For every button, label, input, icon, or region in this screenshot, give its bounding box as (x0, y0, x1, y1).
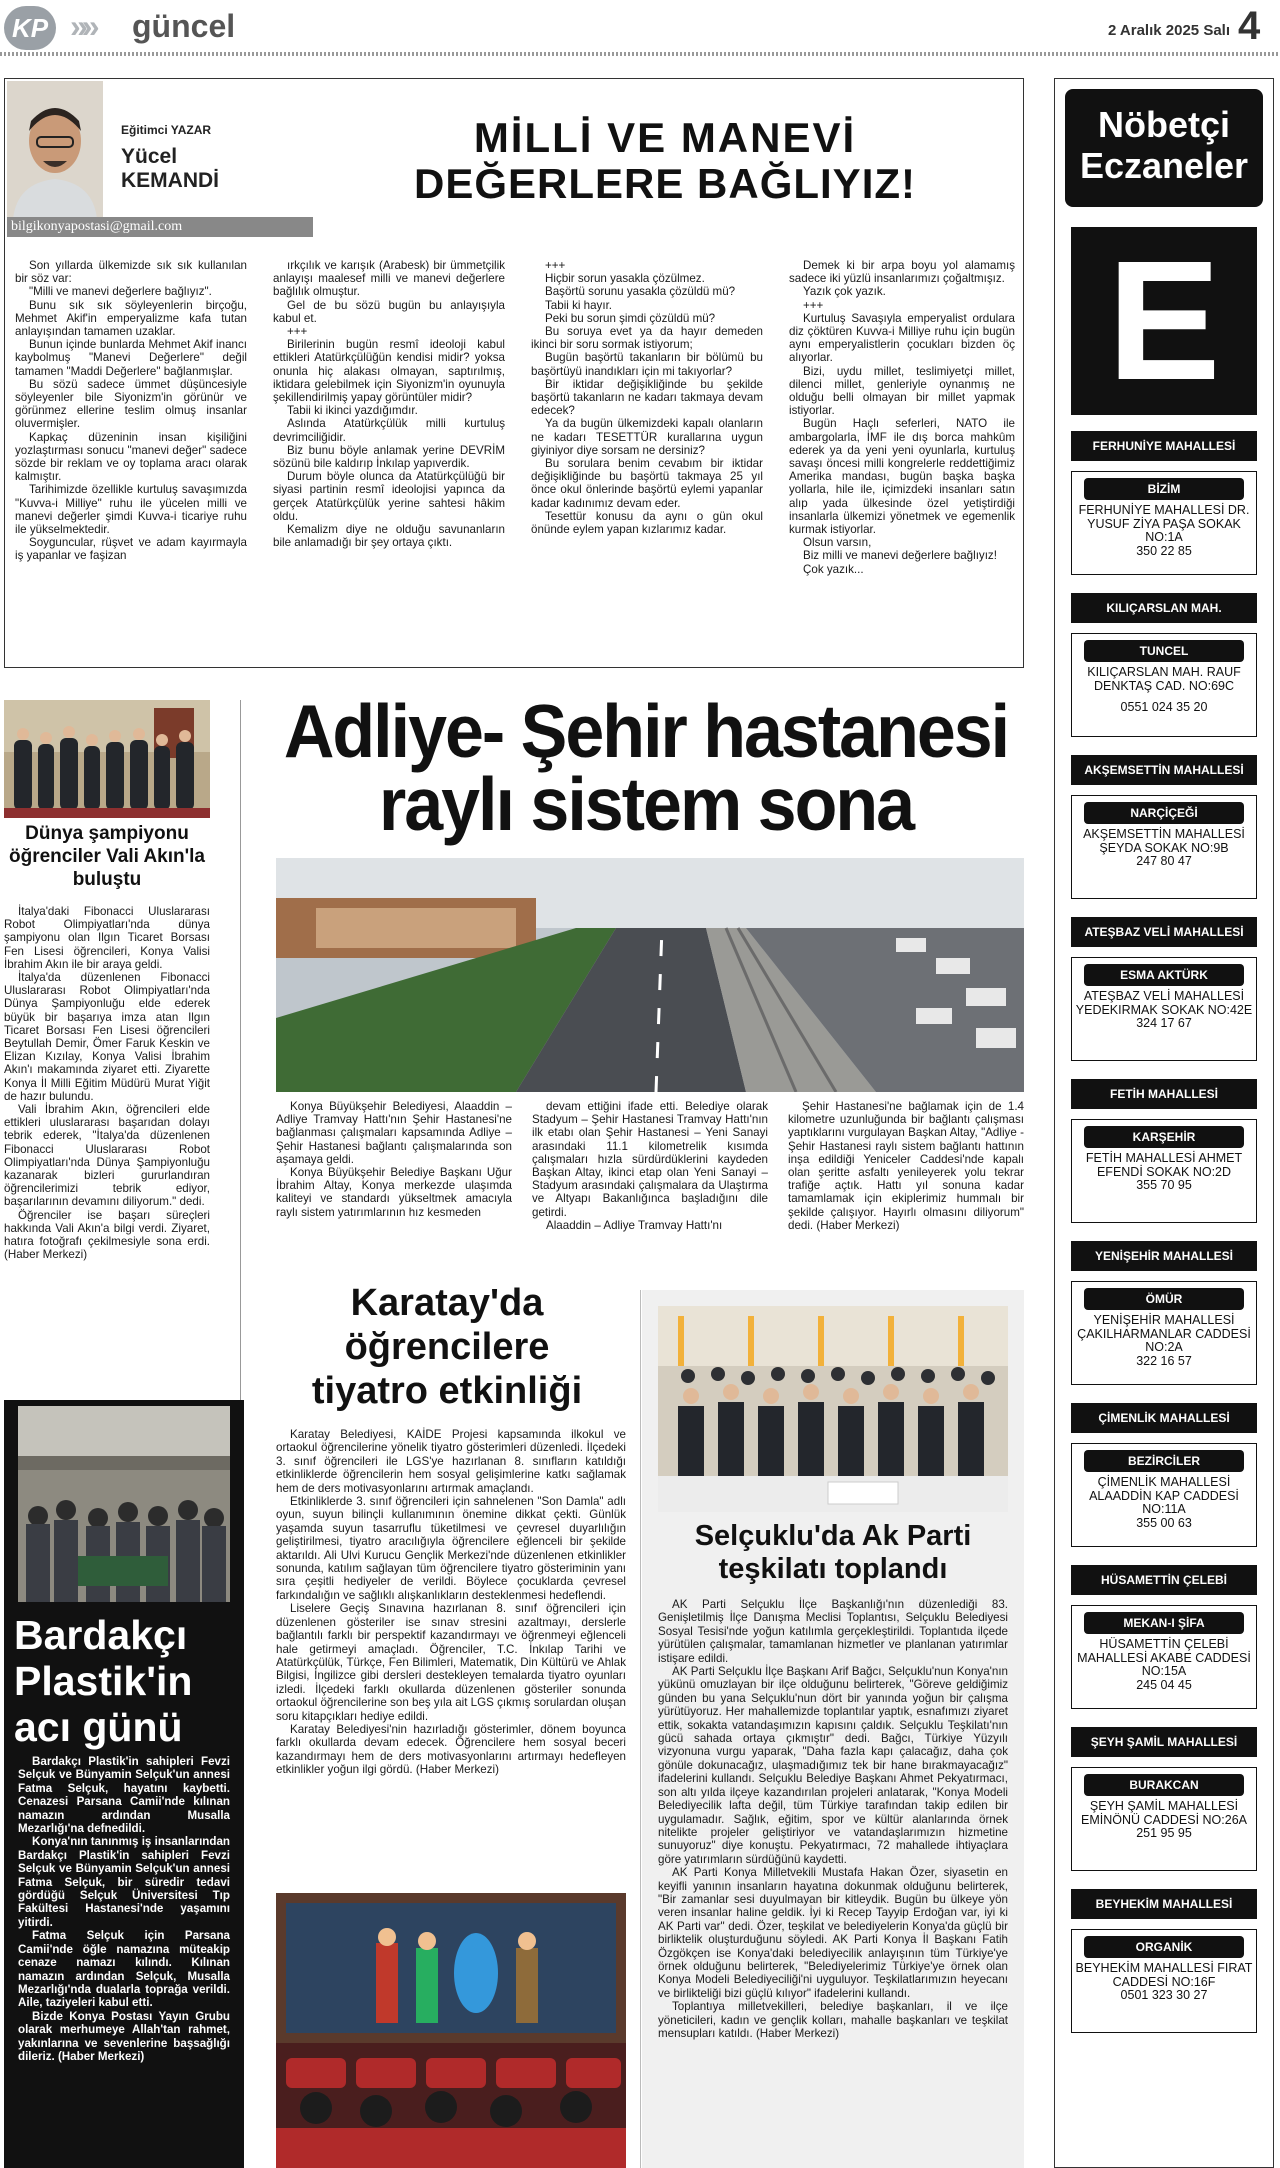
pharmacy-address: HÜSAMETTİN ÇELEBİ MAHALLESİ AKABE CADDESİ NO:15A (1077, 1637, 1251, 1678)
author-role: Eğitimci YAZAR (121, 123, 212, 137)
page-number: 4 (1238, 4, 1261, 48)
author-first-name: Yücel (121, 145, 178, 168)
pharmacy-card[interactable] (1071, 1929, 1257, 2033)
pharmacy-phone: 251 95 95 (1136, 1826, 1192, 1840)
theatre-headline-line2: öğrencilere (344, 1326, 550, 1368)
pharmacy-name: KARŞEHİR (1084, 1126, 1244, 1148)
pharmacy-phone: 247 80 47 (1136, 854, 1192, 868)
pharmacy-entry (1071, 431, 1257, 575)
pharmacy-district: ŞEYH ŞAMİL MAHALLESİ (1071, 1727, 1257, 1757)
akparti-body: AK Parti Selçuklu İlçe Başkanlığı'nın düzenlediği 83. Genişletilmiş İlçe Danışma Meclisi Toplantısı, Selçuklu Belediyesi Sosyal Tesisi'nde yoğun katılımla gerçekleştirildi. Toplantıda ilçede yürütülen çalışmalar, tamamlanan hizmetler ve planlanan yatırımlar istişare edildi. AK Parti Selçuklu İlçe Başkanı Arif Bağcı, Selçuklu'nun Konya'nın yükünü omuzlayan bir ilçe olduğunu belirterek, "Göreve geldiğimiz günden bu yana Selçuklu'nun dört bir yanında yoğun bir çalışma yürütüyoruz. Her mahallemizde toplantılar yaptık, esnafımızı ziyaret ettik, sokakta vatandaşımızın kapısını çaldık. Selçuklu Teşkilatı'nın gücü sahada ortaya çıkmıştır" dedi. Bağcı, Türkiye Yüzyılı vizyonuna vurgu yaparak, "Daha fazla kapı çalacağız, daha çok gönüle dokunacağız, ulaşmadığımız tek bir hane bırakmayacağız" ifadelerini kullandı. Selçuklu Belediye Başkanı Ahmet Pekyatırmacı, son altı yılda ilçeye kazandırılan projeleri anlatarak, "Konya Modeli Belediyecilik lafta değil, tüm Türkiye tarafından takip edilen bir uygulamadır. Sağlık, eğitim, spor ve kültür alanlarında örnek nitelikte projeler geliştiriyor ve vatandaşlarımızın hizmetine sunuyoruz" diye konuştu. Pekyatırmacı, 72 mahallede ihtiyaçlara göre yatırımların sürdüğünü kaydetti. AK Parti Konya Milletvekili Mustafa Hakan Özer, siyasetin en keyifli yanının insanların hayatına dokunmak olduğunu belirterek, "Bir zamanlar sesi duyulmayan bir kitleydik. Bugün bu ülkeye yön veren insanlar haline geldik. İyi ki Recep Tayyip Erdoğan var, iyi ki AK Parti var" dedi. Özer, teşkilat ve belediyelerin Konya'da güçlü bir birliktelik oluşturduğunu söyledi. AK Parti Konya İl Başkanı Fatih Özgökçen ise Konya'daki belediyecilik anlayışının tüm Türkiye'ye örnek olduğunu belirterek, "Belediyelerimiz Türkiye'ye örnek olan Konya Modeli Belediyeciliği'ni uyguluyor. Teşkilatlarımızın heyecanı ve birlikteliği bizi güçlü kılıyor" ifadelerini kullandı. Toplantıya milletvekilleri, belediye başkanları, il ve ilçe yöneticileri, kadın ve gençlik kolları, mahalle başkanları ve teşkilat mensupları katıldı. (Haber Merkezi) (658, 1598, 1008, 2040)
obituary-photo (18, 1406, 230, 1602)
pharmacy-district: ÇİMENLİK MAHALLESİ (1071, 1403, 1257, 1433)
pharmacy-phone: 355 00 63 (1136, 1515, 1192, 1530)
pharmacy-title-line2: Eczaneler (1079, 145, 1249, 186)
akparti-headline-line1: Selçuklu'da Ak Parti (694, 1520, 972, 1552)
pharmacy-name: BİZİM (1084, 478, 1244, 500)
logo-badge[interactable] (4, 6, 56, 50)
column-text-col4: Demek ki bir arpa boyu yol alamamış sadece iki yüzlü insanlarımızı çoğaltmışız. Yazık çok yazık. +++ Kurtuluş Savaşıyla emperyalist ordulara diz çöktüren Kuvva-i Milliye ruhu için bugün aynı emperyalistlerin çocukları bizden öç alıyorlar. Bizi, uydu millet, teslimiyetçi millet, dilenci millet, genleriyle oynanmış ne olduğu belli olmayan bir millet yapmak istiyorlar. Bugün Haçlı seferleri, NATO ile ambargolarla, İMF ile dış borca mahkûm ederek ya da yeni yeni oyunlarla, kurtuluş savaşı öncesi milli kongrelerle reddettiğimiz Amerika mandası, bugün başka başka yollarla, hile ile, içimizdeki insanları satın alıp yada ülkesinde özel yetiştirdiği insanlarla ülkemizi yönetmek ve egemenlik kurmak istiyorlar. Olsun varsın, Biz milli ve manevi değerlere bağlıyız! Çok yazık... (789, 259, 1015, 576)
pharmacy-entry (1071, 1565, 1257, 1709)
pharmacy-phone: 322 16 57 (1136, 1353, 1192, 1368)
pharmacy-address: AKŞEMSETTİN MAHALLESİ ŞEYDA SOKAK NO:9B (1083, 827, 1245, 855)
chevrons-icon: »» (70, 8, 94, 44)
main-story-col2: devam ettiğini ifade etti. Belediye olarak Stadyum – Şehir Hastanesi Tramvay Hattı'nın ilk etabı olan Şehir Hastanesi – Yeni Sanayi arasındaki 11.1 kilometrelik kısımda çalışmaları hızla sürdürdüklerini kaydeden Başkan Altay, ikinci etap olan Yeni Sanayi – Stadyum arasındaki çalışmalara da Ulaştırma ve Altyapı Bakanlığınca başladığını dile getirdi. Alaaddin – Adliye Tramvay Hattı'nı (532, 1100, 768, 1232)
pharmacy-card[interactable] (1071, 1119, 1257, 1223)
pharmacy-district: HÜSAMETTİN ÇELEBİ (1071, 1565, 1257, 1595)
pharmacy-phone: 0551 024 35 20 (1120, 700, 1208, 714)
left-story-body: İtalya'daki Fibonacci Uluslararası Robot Olimpiyatları'nda dünya şampiyonu olan Ilgın Ticaret Borsası Fen Lisesi öğrencileri, Konya Valisi İbrahim Akın ile bir araya geldi. İtalya'da düzenlenen Fibonacci Uluslararası Robot Olimpiyatları'nda Dünya Şampiyonluğu elde ederek büyük bir başarıya imza atan Ilgın Ticaret Borsası Fen Lisesi öğrencileri Beytullah Demir, Ömer Faruk Keskin ve Elizan Kızılay, Konya Valisi İbrahim Akın'ı makamında ziyaret etti. Ziyarette Konya İl Milli Eğitim Müdürü Murat Yiğit de hazır bulundu. Vali İbrahim Akın, öğrencileri elde ettikleri uluslararası başarıdan dolayı tebrik ederek, "İtalya'da düzenlenen Fibonacci Uluslararası Robot Olimpiyatları'nda Dünya Şampiyonluğu kazanarak bizleri gururlandıran öğrencilerimizi tebrik ediyor, başarılarının devamını diliyorum." dedi. Öğrenciler ise başarı süreçleri hakkında Vali Akın'a bilgi verdi. Ziyaret, hatıra fotoğrafı çekilmesiyle sona erdi. (Haber Merkezi) (4, 905, 210, 1262)
pharmacy-district: FETİH MAHALLESİ (1071, 1079, 1257, 1109)
main-story-photo (276, 858, 1024, 1092)
pharmacy-entry (1071, 593, 1257, 737)
obituary-body: Bardakçı Plastik'in sahipleri Fevzi Selçuk ve Bünyamin Selçuk'un annesi Fatma Selçuk, hayatını kaybetti. Cenazesi Parsana Camii'nde kılınan namazın ardından Musalla Mezarlığı'na defnedildi. Konya'nın tanınmış iş insanlarından Bardakçı Plastik'in sahipleri Fevzi Selçuk ve Bünyamin Selçuk'un annesi Fatma Selçuk, bir süredir tedavi gördüğü Selçuk Üniversitesi Tıp Fakültesi Hastanesi'nde yaşamını yitirdi. Fatma Selçuk için Parsana Camii'nde öğle namazına müteakip cenaze namazı kılındı. Kılınan namazın ardından Selçuk, Musalla Mezarlığı'nda dualarla toprağa verildi. Aile, taziyeleri kabul etti. Bizde Konya Postası Yayın Grubu olarak merhumeye Allah'tan rahmet, yakınlarına ve sevenlerine başsağlığı dileriz. (Haber Merkezi) (18, 1755, 230, 2063)
column-text-col2: ırkçılık ve karışık (Arabesk) bir ümmetçilik anlayışı maalesef milli ve manevi değerlere bağlılık olmuştur. Gel de bu sözü bugün bu anlayışıyla kabul et. +++ Birilerinin bugün resmî ideoloji kabul ettikleri Atatürkçülüğün kendisi midir? yoksa onunla hiç alakası olmayan, saptırılmış, iktidara gelebilmek için Siyonizm'in oyunuyla şekillendirilmiş yapay görüntüler midir? Tabii ki ikinci yazdığımdır. Aslında Atatürkçülük milli kurtuluş devrimciliğidir. Biz bunu böyle anlamak yerine DEVRİM sözünü bile kaldırıp İnkılap yapıverdik. Durum böyle olunca da Atatürkçülüğü bir siyasi partinin resmî ideolojisi yapınca da gerçek Atatürkçülük yerine sahtesi hâkim oldu. Kemalizm diye ne olduğu savunanların bile anlamadığı bir şey ortaya çıktı. (273, 259, 505, 550)
left-story-photo (4, 700, 210, 818)
pharmacy-list (1071, 431, 1257, 2033)
obituary-box (4, 1400, 244, 2168)
pharmacy-name: ÖMÜR (1084, 1288, 1244, 1310)
akparti-headline-line2: teşkilatı toplandı (718, 1553, 948, 1585)
pharmacy-address: FERHUNİYE MAHALLESİ DR. YUSUF ZİYA PAŞA SOKAK NO:1A (1078, 503, 1250, 544)
logo-text: KP (11, 12, 49, 43)
pharmacy-entry (1071, 1079, 1257, 1223)
pharmacy-name: NARÇİÇEĞİ (1084, 802, 1244, 824)
pharmacy-title-box (1065, 89, 1263, 207)
pharmacy-address: ÇİMENLİK MAHALLESİ ALAADDİN KAP CADDESİ NO:11A (1089, 1475, 1239, 1516)
pharmacy-address: FETİH MAHALLESİ AHMET EFENDİ SOKAK NO:2D (1085, 1151, 1243, 1179)
header-rule (0, 52, 1280, 56)
pharmacy-name: BEZİRCİLER (1084, 1450, 1244, 1472)
akparti-photo (658, 1306, 1008, 1512)
pharmacy-name: ESMA AKTÜRK (1084, 964, 1244, 986)
pharmacy-title-line1: Nöbetçi (1097, 104, 1230, 145)
author-email[interactable]: bilgikonyapostasi@gmail.com (7, 217, 313, 237)
pharmacy-phone: 355 70 95 (1136, 1178, 1192, 1192)
pharmacy-phone: 245 04 45 (1136, 1677, 1192, 1692)
pharmacy-card[interactable] (1071, 633, 1257, 737)
pharmacy-name: TUNCEL (1084, 640, 1244, 662)
pharmacy-sidebar (1054, 78, 1274, 2168)
main-story-col1: Konya Büyükşehir Belediyesi, Alaaddin – Adliye Tramvay Hattı'nın Şehir Hastanesi'ne bağlanması çalışmaları kapsamında Adliye – Şehir Hastanesi bağlantı çalışmalarında son aşamaya geldi. Konya Büyükşehir Belediye Başkanı Uğur İbrahim Altay, Konya merkezde ulaşımda kaliteyi ve standardı yükseltmek amacıyla raylı sistem yatırımlarının hız kesmeden (276, 1100, 512, 1219)
page-header (0, 0, 1280, 56)
obituary-headline: Bardakçı Plastik'in acı günü (14, 1612, 193, 1750)
pharmacy-card[interactable] (1071, 1443, 1257, 1547)
pharmacy-entry (1071, 1889, 1257, 2033)
column-text-col3: +++ Hiçbir sorun yasakla çözülmez. Başörtü sorunu yasakla çözüldü mü? Tabii ki hayır. Peki bu sorun şimdi çözüldü mü? Bu soruya evet ya da hayır demeden ikinci bir soru sormak istiyorum; Bugün başörtü takanların bir bölümü bu başörtüyü inandıkları için mi takıyorlar? Bir iktidar değişikliğinde bu şekilde başörtü takanların ne kadarı takmaya devam edecek? Ya da bugün ülkemizdeki kapalı olanların ne kadarı TESETTÜR kurallarına uygun giyiniyor diye sorsam ne dersiniz? Bu sorulara benim cevabım bir iktidar değişikliğinde bu başörtü takmaya 25 yıl önce okul önlerinde başörtü eylemi yapanlar kadar kadınımız devam eder. Tesettür konusu da aynı o gün okul önünde eylem yapan kızlarımız kadar. (531, 259, 763, 537)
pharmacy-name: BURAKCAN (1084, 1774, 1244, 1796)
pharmacy-district: ATEŞBAZ VELİ MAHALLESİ (1071, 917, 1257, 947)
pharmacy-name: MEKAN-I ŞİFA (1084, 1612, 1244, 1634)
column-title-line1: MİLLİ VE MANEVİ (473, 114, 857, 161)
pharmacy-card[interactable] (1071, 471, 1257, 575)
theatre-headline-line3: tiyatro etkinliği (311, 1370, 583, 1412)
pharmacy-district: BEYHEKİM MAHALLESİ (1071, 1889, 1257, 1919)
pharmacy-entry (1071, 1403, 1257, 1547)
section-title: güncel (132, 8, 236, 44)
pharmacy-card[interactable] (1071, 1605, 1257, 1709)
main-story-headline-line2: raylı sistem sona (378, 761, 914, 846)
pharmacy-address: ATEŞBAZ VELİ MAHALLESİ YEDEKIRMAK SOKAK NO:42E (1075, 989, 1253, 1017)
pharmacy-address: ŞEYH ŞAMİL MAHALLESİ EMİNÖNÜ CADDESİ NO:26A (1080, 1799, 1247, 1827)
main-story-headline-line1: Adliye- Şehir hastanesi (283, 688, 1009, 774)
author-photo (7, 81, 103, 219)
pharmacy-card[interactable] (1071, 795, 1257, 899)
pharmacy-card[interactable] (1071, 1281, 1257, 1385)
pharmacy-phone: 324 17 67 (1136, 1016, 1192, 1030)
pharmacy-address: BEYHEKİM MAHALLESİ FIRAT CADDESİ NO:16F (1075, 1961, 1253, 1989)
pharmacy-letter: E (1107, 226, 1221, 416)
column-article (4, 78, 1024, 668)
pharmacy-entry (1071, 1727, 1257, 1871)
author-last-name: KEMANDİ (121, 169, 219, 192)
left-column-divider (240, 700, 241, 1400)
middle-column-divider (640, 1290, 641, 2168)
pharmacy-entry (1071, 1241, 1257, 1385)
pharmacy-phone: 0501 323 30 27 (1120, 1988, 1208, 2002)
pharmacy-district: KILIÇARSLAN MAH. (1071, 593, 1257, 623)
pharmacy-phone: 350 22 85 (1136, 543, 1192, 558)
pharmacy-entry (1071, 755, 1257, 899)
theatre-headline-line1: Karatay'da (350, 1282, 544, 1324)
column-text-col1: Son yıllarda ülkemizde sık sık kullanılan bir söz var: "Milli ve manevi değerlere bağlıyız". Bunu sık sık söyleyenlerin birçoğu, Mehmet Akif'in emperyalizme kafa tutan anlayışından tamamen uzaklar. Bunun içinde bunlarda Mehmet Akif inancı kaybolmuş "Manevi Değerlere" değil tamamen "Maddi Değerlere" bağlanmışlar. Bu sözü sadece ümmet düşüncesiyle söyleyenler bile Siyonizm'in görünür ve görünmez ellerine teslim olmuş insanlar oluvermişler. Kapkaç düzeninin insan kişiliğini yozlaştırması sonucu "manevi değer" sadece sözde bir reklam ve oy toplama aracı olarak kalmıştır. Tarihimizde özellikle kurtuluş savaşımızda "Kuvva-i Milliye" ruhu ile yücelen milli ve manevi değerler şimdi Kuvva-i ticariye ruhu ile yükselmektedir. Soyguncular, rüşvet ve adam kayırmayla iş yapanlar ve faşizan (15, 259, 247, 563)
issue-date: 2 Aralık 2025 Salı (1107, 22, 1230, 39)
pharmacy-card[interactable] (1071, 1767, 1257, 1871)
pharmacy-address: KILIÇARSLAN MAH. RAUF DENKTAŞ CAD. NO:69C (1087, 665, 1241, 693)
pharmacy-address: YENİŞEHİR MAHALLESİ ÇAKILHARMANLAR CADDESİ NO:2A (1077, 1313, 1251, 1354)
theatre-body: Karatay Belediyesi, KAİDE Projesi kapsamında ilkokul ve ortaokul öğrencilerine yönelik tiyatro gösterimleri düzenledi. İlçedeki 3. sınıf öğrencileri ile LGS'ye hazırlanan 8. sınıfların katıldığı etkinliklerde öğrencilerin hem sosyal gelişimlerine katkı sağlamak hem de ders motivasyonlarını artırmak amaçlandı. Etkinliklerde 3. sınıf öğrencileri için sahnelenen "Son Damla" adlı oyun, suyun bilinçli kullanımının önemine dikkat çekti. Günlük yaşamda suyun tasarruflu tüketilmesi ve çevresel duyarlılığın geliştirilmesi, tiyatro aracılığıyla öğrencilere eğlenceli bir şekilde aktarıldı. Ali Ulvi Kurucu Gençlik Merkezi'nde düzenlenen etkinlikler sonunda, katılım sağlayan tüm öğrencilere tiyatro gösteriminin yanı sıra çeşitli hediyeler de verildi. Böylece çocuklarda çevresel farkındalığın ve sağlıklı alışkanlıkların desteklenmesi hedeflendi. Liselere Geçiş Sınavına hazırlanan 8. sınıf öğrencileri için düzenlenen gösteriler ise sınav stresini azaltmayı, derslerle bağlantılı farklı bir perspektif kazandırmayı ve öğrenmeyi eğlenceli hale getirmeyi amaçladı. Öğrenciler, T.C. İnkılap Tarihi ve Atatürkçülük, Türkçe, Fen Bilimleri, Matematik, Din Kültürü ve Ahlak Bilgisi, İngilizce gibi dersleri destekleyen temalarda tiyatro oyunları izledi. İlçedeki farklı okullarda düzenlenen gösteriler sonunda ortaokul öğrencilerine son beş yıla ait LGS çıkmış sorulardan oluşan soru kitapçıkları hediye edildi. Karatay Belediyesi'nin hazırladığı gösterimler, dönem boyunca farklı okullarda devam edecek. Öğrencilere hem sosyal beceri kazandırmayı hem de ders motivasyonlarını artırmayı hedefleyen etkinlikler yoğun ilgi gördü. (Haber Merkezi) (276, 1428, 626, 1777)
main-story-col3: Şehir Hastanesi'ne bağlamak için de 1.4 kilometre uzunluğunda bir bağlantı çalışması yaptıklarını vurgulayan Başkan Altay, "Adliye - Şehir Hastanesi raylı sistem bağlantı hattının inşa edildiği Yeniceler Caddesi'nde kapalı olan şeritte asfaltı yenileyerek yolu tekrar trafiğe açtık. Hattı yıl sonuna kadar tamamlamak için ekiplerimiz hummalı bir şekilde çalışıyor. Hayırlı olmasını diliyorum" dedi. (Haber Merkezi) (788, 1100, 1024, 1232)
left-story-headline: Dünya şampiyonu öğrenciler Vali Akın'la buluştu (8, 823, 205, 890)
pharmacy-letter-box (1071, 227, 1257, 415)
pharmacy-district: AKŞEMSETTİN MAHALLESİ (1071, 755, 1257, 785)
column-title-line2: DEĞERLERE BAĞLIYIZ! (413, 160, 917, 207)
pharmacy-name: ORGANİK (1084, 1936, 1244, 1958)
pharmacy-district: YENİŞEHİR MAHALLESİ (1071, 1241, 1257, 1271)
pharmacy-district: FERHUNİYE MAHALLESİ (1071, 431, 1257, 461)
pharmacy-entry (1071, 917, 1257, 1061)
theatre-photo (276, 1893, 626, 2168)
pharmacy-card[interactable] (1071, 957, 1257, 1061)
